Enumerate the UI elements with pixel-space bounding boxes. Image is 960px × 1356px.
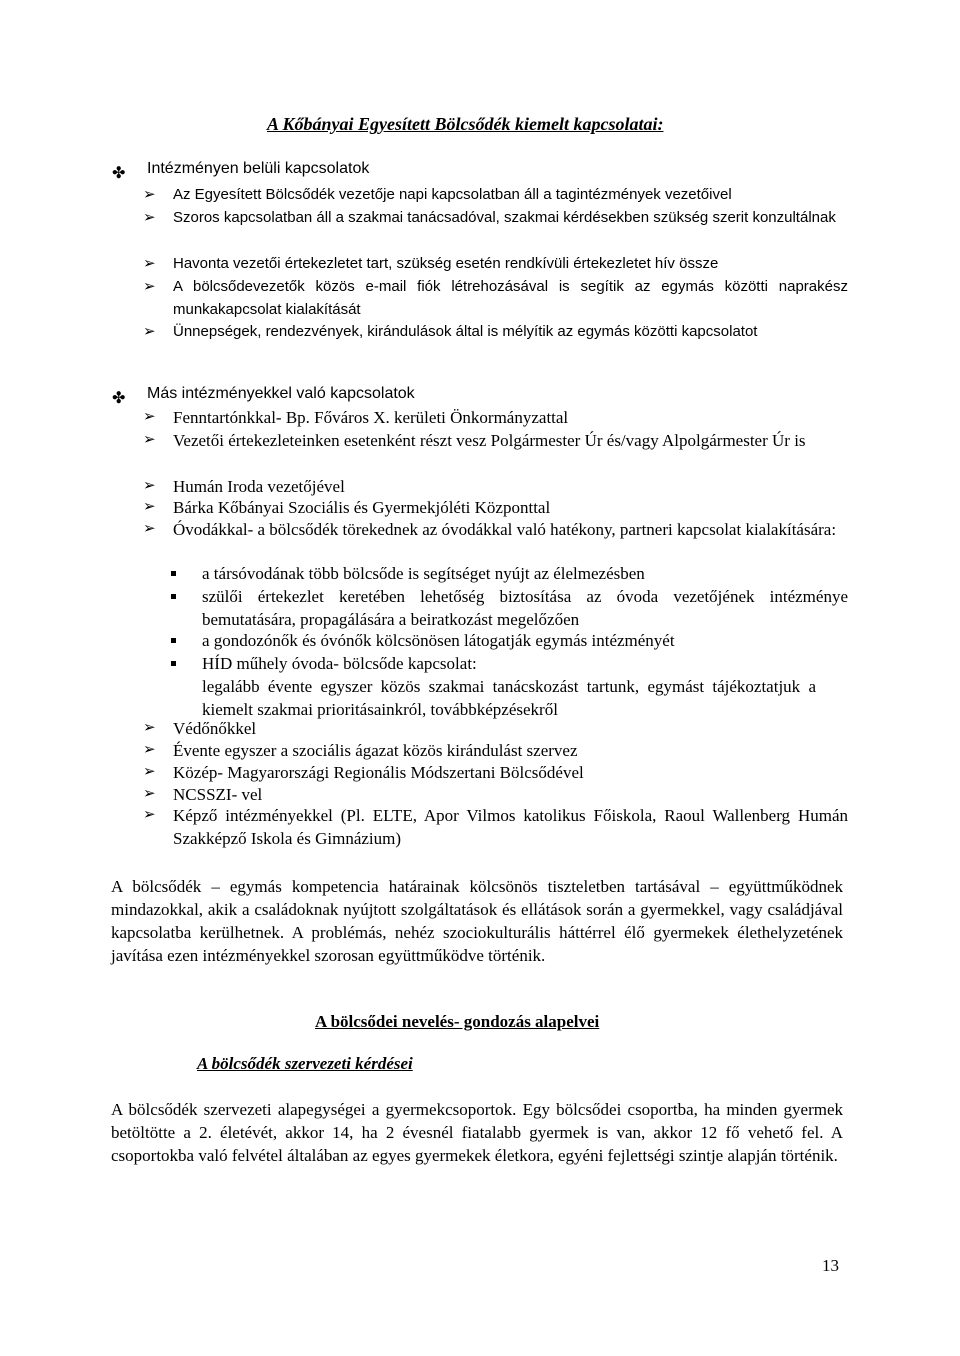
arrow-bullet-icon: ➢	[143, 478, 156, 494]
arrow-bullet-icon: ➢	[143, 786, 156, 802]
list-item: ➢ Az Egyesített Bölcsődék vezetője napi kapcsolatban áll a tagintézmények vezetőivel	[143, 183, 848, 206]
subsection-title: A bölcsődék szervezeti kérdései	[197, 1054, 413, 1073]
list-item: ➢ A bölcsődevezetők közös e-mail fiók létrehozásával is segítik az egymás közötti naprakész munkakapcsolat kialakítását	[143, 275, 848, 321]
org-paragraph: A bölcsődék szervezeti alapegységei a gyermekcsoportok. Egy bölcsődei csoportba, ha minden gyermek betöltötte a 2. életévét, akkor 14, ha 2 évesnél fiatalabb gyermek is van, akkor 12 fő vehető fel. A csoportokba való felvétel általában az egyes gyermekek életkora, egyéni fejlettségi szintje alapján történik.	[111, 1100, 843, 1165]
external-relations-heading: Más intézményekkel való kapcsolatok	[147, 385, 415, 402]
arrow-bullet-icon: ➢	[143, 255, 156, 272]
hid-description: legalább évente egyszer közös szakmai tanácskozást tartunk, egymást tájékoztatjuk a kiemelt szakmai prioritásainkról, továbbképzésekről	[202, 677, 816, 719]
arrow-bullet-icon: ➢	[143, 742, 156, 758]
arrow-bullet-icon: ➢	[143, 720, 156, 736]
internal-relations-heading: Intézményen belüli kapcsolatok	[147, 160, 370, 177]
arrow-bullet-icon: ➢	[143, 409, 156, 425]
list-item: ➢ Bárka Kőbányai Szociális és Gyermekjóléti Központtal	[143, 498, 551, 517]
arrow-bullet-icon: ➢	[143, 278, 156, 295]
square-bullet-icon	[171, 594, 176, 599]
list-item: a társóvodának több bölcsőde is segítséget nyújt az élelmezésben	[171, 562, 848, 585]
list-item: ➢ Ünnepségek, rendezvények, kirándulások által is mélyítik az egymás közötti kapcsolatot	[143, 320, 848, 343]
arrow-bullet-icon: ➢	[143, 764, 156, 780]
list-item: ➢ NCSSZI- vel	[143, 785, 263, 804]
list-item: ➢ Vezetői értekezleteinken esetenként részt vesz Polgármester Úr és/vagy Alpolgármester Úr is	[143, 431, 806, 450]
arrow-bullet-icon: ➢	[143, 499, 156, 515]
list-item: ➢ Fenntartónkkal- Bp. Főváros X. kerületi Önkormányzattal	[143, 408, 569, 427]
list-item: ➢ Óvodákkal- a bölcsődék törekednek az óvodákkal való hatékony, partneri kapcsolat kialakítására:	[143, 520, 837, 539]
closing-paragraph: A bölcsődék – egymás kompetencia határainak kölcsönös tiszteletben tartásával – együttműködnek mindazokkal, akik a családoknak nyújtott szolgáltatások és ellátások során a gyermekkel, vagy családjával kapcsolatba kerülhetnek. A problémás, nehéz szociokulturális háttérrel élő gyermekek élethelyzetének javítása ezen intézményekkel szorosan együttműködve történik.	[111, 877, 843, 965]
list-item: ➢ Szoros kapcsolatban áll a szakmai tanácsadóval, szakmai kérdésekben szükség szerit konzultálnak	[143, 206, 848, 229]
arrow-bullet-icon: ➢	[143, 807, 156, 823]
list-item: a gondozónők és óvónők kölcsönösen látogatják egymás intézményét	[171, 629, 848, 652]
page-title: A Kőbányai Egyesített Bölcsődék kiemelt kapcsolatai:	[267, 114, 664, 134]
list-item: ➢ Védőnőkkel	[143, 719, 257, 738]
section-title: A bölcsődei nevelés- gondozás alapelvei	[315, 1012, 600, 1031]
diamond-bullet-icon: ✤	[112, 390, 124, 407]
list-item: HÍD műhely óvoda- bölcsőde kapcsolat:	[171, 652, 848, 675]
square-bullet-icon	[171, 571, 176, 576]
arrow-bullet-icon: ➢	[143, 521, 156, 537]
list-item: ➢ Évente egyszer a szociális ágazat közös kirándulást szervez	[143, 741, 578, 760]
list-item: ➢ Képző intézményekkel (Pl. ELTE, Apor Vilmos katolikus Főiskola, Raoul Wallenberg Humán Szakképző Iskola és Gimnázium)	[143, 806, 848, 848]
square-bullet-icon	[171, 638, 176, 643]
list-item: szülői értekezlet keretében lehetőség biztosítása az óvoda vezetőjének intézménye bemutatására, propagálására a beiratkozást megelőzően	[171, 585, 848, 631]
list-item: ➢ Humán Iroda vezetőjével	[143, 477, 345, 496]
square-bullet-icon	[171, 661, 176, 666]
diamond-bullet-icon: ✤	[112, 165, 124, 182]
arrow-bullet-icon: ➢	[143, 209, 156, 226]
arrow-bullet-icon: ➢	[143, 323, 156, 340]
arrow-bullet-icon: ➢	[143, 432, 156, 448]
list-item: ➢ Havonta vezetői értekezletet tart, szükség esetén rendkívüli értekezletet hív össze	[143, 252, 848, 275]
arrow-bullet-icon: ➢	[143, 186, 156, 203]
list-item: ➢ Közép- Magyarországi Regionális Módszertani Bölcsődével	[143, 763, 584, 782]
page-number: 13	[822, 1256, 839, 1275]
